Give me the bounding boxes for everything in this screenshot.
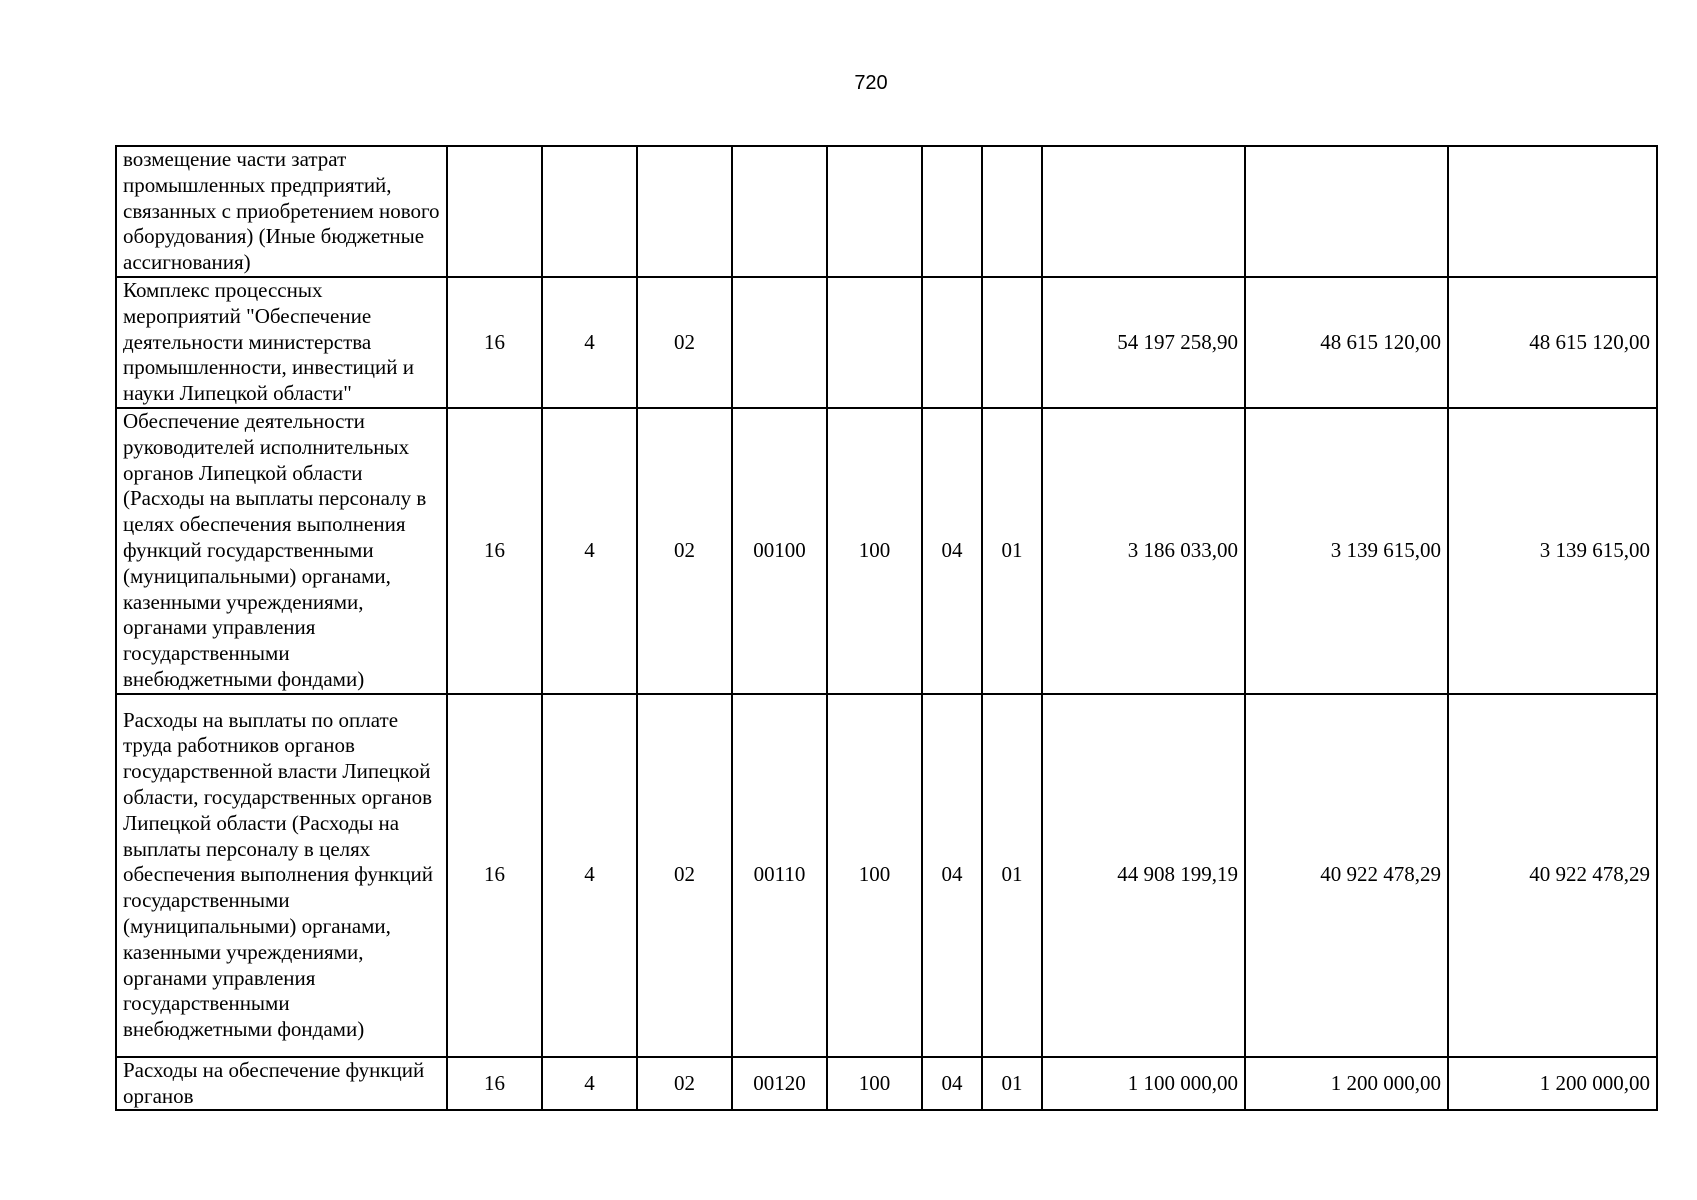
amount-year-3: 1 200 000,00 <box>1448 1057 1657 1111</box>
row-description: возмещение части затрат промышленных предприятий, связанных с приобретением нового оборудования) (Иные бюджетные ассигнования) <box>116 146 447 277</box>
code-program: 16 <box>447 277 542 408</box>
row-description: Расходы на выплаты по оплате труда работников органов государственной власти Липецкой области, государственных органов Липецкой области (Расходы на выплаты персоналу в целях обеспечения выполнения функций государственными (муниципальными) органами, казенными учреждениями, органами управления государственными внебюджетными фондами) <box>116 694 447 1057</box>
row-description: Обеспечение деятельности руководителей исполнительных органов Липецкой области (Расходы на выплаты персоналу в целях обеспечения выполнения функций государственными (муниципальными) органами, казенными учреждениями, органами управления государственными внебюджетными фондами) <box>116 408 447 694</box>
table-row <box>116 146 1657 277</box>
code-complex: 02 <box>637 277 732 408</box>
code-direction: 00110 <box>732 694 827 1057</box>
code-direction: 00120 <box>732 1057 827 1111</box>
amount-year-3 <box>1448 146 1657 277</box>
table-row <box>116 408 1657 694</box>
amount-year-1 <box>1042 146 1245 277</box>
code-program: 16 <box>447 694 542 1057</box>
code-section: 04 <box>922 694 982 1057</box>
amount-year-2: 3 139 615,00 <box>1245 408 1448 694</box>
code-expense-type: 100 <box>827 408 922 694</box>
table-row <box>116 1057 1657 1111</box>
amount-year-3: 40 922 478,29 <box>1448 694 1657 1057</box>
code-type: 4 <box>542 408 637 694</box>
code-expense-type: 100 <box>827 694 922 1057</box>
code-subsection: 01 <box>982 694 1042 1057</box>
amount-year-3: 3 139 615,00 <box>1448 408 1657 694</box>
code-complex: 02 <box>637 408 732 694</box>
row-description: Комплекс процессных мероприятий "Обеспечение деятельности министерства промышленности, инвестиций и науки Липецкой области" <box>116 277 447 408</box>
code-direction <box>732 277 827 408</box>
code-subsection: 01 <box>982 408 1042 694</box>
code-program <box>447 146 542 277</box>
code-expense-type: 100 <box>827 1057 922 1111</box>
table-row <box>116 694 1657 1057</box>
code-direction: 00100 <box>732 408 827 694</box>
row-description: Расходы на обеспечение функций органов <box>116 1057 447 1111</box>
amount-year-1: 1 100 000,00 <box>1042 1057 1245 1111</box>
code-subsection <box>982 146 1042 277</box>
amount-year-2: 40 922 478,29 <box>1245 694 1448 1057</box>
code-complex: 02 <box>637 694 732 1057</box>
code-program: 16 <box>447 1057 542 1111</box>
code-subsection: 01 <box>982 1057 1042 1111</box>
amount-year-1: 3 186 033,00 <box>1042 408 1245 694</box>
code-section: 04 <box>922 408 982 694</box>
code-direction <box>732 146 827 277</box>
code-expense-type <box>827 146 922 277</box>
amount-year-2: 48 615 120,00 <box>1245 277 1448 408</box>
code-type: 4 <box>542 1057 637 1111</box>
amount-year-1: 44 908 199,19 <box>1042 694 1245 1057</box>
budget-table <box>115 145 1658 1111</box>
amount-year-3: 48 615 120,00 <box>1448 277 1657 408</box>
code-type <box>542 146 637 277</box>
code-complex <box>637 146 732 277</box>
code-program: 16 <box>447 408 542 694</box>
code-type: 4 <box>542 694 637 1057</box>
code-section <box>922 146 982 277</box>
code-type: 4 <box>542 277 637 408</box>
code-complex: 02 <box>637 1057 732 1111</box>
code-section: 04 <box>922 1057 982 1111</box>
amount-year-1: 54 197 258,90 <box>1042 277 1245 408</box>
code-subsection <box>982 277 1042 408</box>
page-number: 720 <box>854 72 888 94</box>
code-expense-type <box>827 277 922 408</box>
amount-year-2: 1 200 000,00 <box>1245 1057 1448 1111</box>
code-section <box>922 277 982 408</box>
amount-year-2 <box>1245 146 1448 277</box>
table-row <box>116 277 1657 408</box>
